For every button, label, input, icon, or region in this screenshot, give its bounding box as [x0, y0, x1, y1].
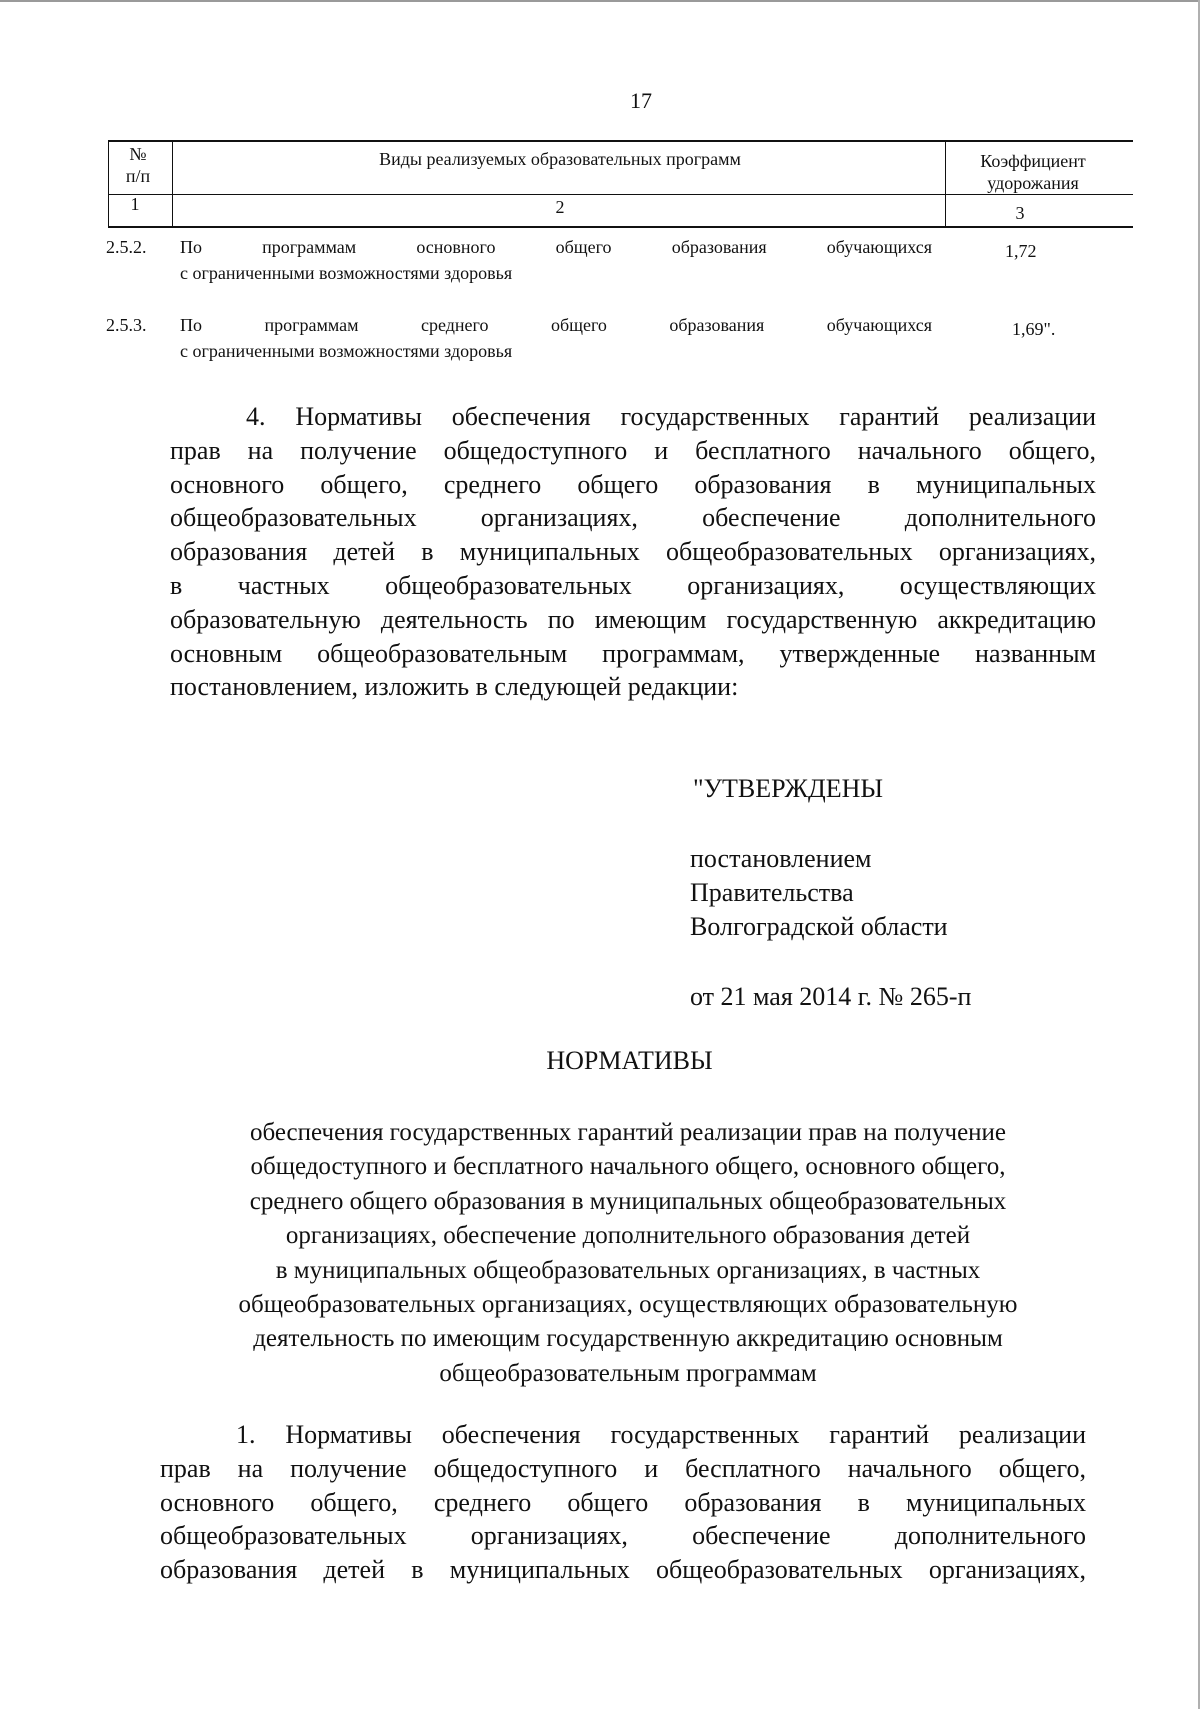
row-text-line1: По программам основного общего образования обучающихся [180, 237, 932, 257]
header-program-kinds: Виды реализуемых образовательных программ [379, 149, 741, 169]
column-number-2: 2 [555, 197, 565, 217]
table-number-row-separator [108, 226, 1133, 228]
approval-date: от 21 мая 2014 г. № 265-п [690, 982, 972, 1011]
subtitle-line: в муниципальных общеобразовательных организациях, в частных [275, 1256, 981, 1284]
paragraph-line: прав на получение общедоступного и бесплатного начального общего, [170, 435, 1096, 465]
paragraph-line: образования детей в муниципальных общеобразовательных организациях, [170, 537, 1096, 567]
column-number-1: 1 [130, 194, 140, 214]
subtitle-line: деятельность по имеющим государственную аккредитацию основным [253, 1325, 1003, 1353]
row-text-line2: с ограниченными возможностями здоровья [180, 263, 513, 283]
paragraph-line: прав на получение общедоступного и бесплатного начального общего, [160, 1453, 1086, 1483]
row-text-line1: По программам среднего общего образования обучающихся [180, 315, 932, 335]
table-col-divider-1 [172, 140, 173, 228]
header-number [108, 143, 168, 187]
column-number-3: 3 [1015, 203, 1025, 223]
header-number-line1: № [129, 144, 147, 164]
approval-heading: "УТВЕРЖДЕНЫ [693, 774, 884, 803]
header-coefficient-line2: удорожания [987, 173, 1079, 193]
paragraph-line: 1. Нормативы обеспечения государственных гарантий реализации [236, 1420, 1086, 1449]
paragraph-line: общеобразовательных организациях, обеспечение дополнительного [170, 503, 1096, 533]
header-coefficient [948, 150, 1118, 194]
table-col-divider-2 [945, 140, 946, 228]
paragraph-line: основным общеобразовательным программам, утвержденные названным [170, 638, 1096, 668]
paragraph-line: основного общего, среднего общего образования в муниципальных [170, 469, 1096, 499]
page-number: 17 [630, 88, 652, 113]
approval-line-2: Правительства [690, 878, 854, 907]
paragraph-line: основного общего, среднего общего образования в муниципальных [160, 1487, 1086, 1517]
row-coefficient: 1,72 [1005, 241, 1037, 261]
row-id: 2.5.2. [106, 237, 147, 257]
row-text [180, 234, 932, 286]
paragraph-line: образования детей в муниципальных общеобразовательных организациях, [160, 1555, 1086, 1585]
paragraph-line: в частных общеобразовательных организациях, осуществляющих [170, 570, 1096, 600]
table-header-separator [108, 194, 1133, 195]
subtitle-line: общеобразовательных организациях, осуществляющих образовательную [238, 1291, 1018, 1319]
paragraph-4 [170, 400, 1096, 704]
row-coefficient: 1,69". [1012, 319, 1056, 339]
paragraph-1 [160, 1418, 1086, 1587]
subtitle-line: организациях, обеспечение дополнительного образования детей [285, 1222, 971, 1250]
header-coefficient-line1: Коэффициент [980, 151, 1086, 171]
subtitle-line: обеспечения государственных гарантий реализации прав на получение [249, 1119, 1007, 1146]
page-top-edge [0, 0, 1200, 2]
table-top-border [108, 140, 1133, 142]
header-number-line2: п/п [125, 166, 151, 186]
paragraph-line: общеобразовательных организациях, обеспечение дополнительного [160, 1521, 1086, 1551]
document-subtitle [160, 1116, 1096, 1391]
subtitle-line: общедоступного и бесплатного начального общего, основного общего, [250, 1153, 1006, 1181]
approval-line-1: постановлением [690, 844, 872, 873]
paragraph-line: 4. Нормативы обеспечения государственных гарантий реализации [246, 402, 1096, 431]
row-text-line2: с ограниченными возможностями здоровья [180, 341, 513, 361]
row-text [180, 312, 932, 364]
paragraph-line: постановлением, изложить в следующей редакции: [170, 672, 739, 702]
paragraph-line: образовательную деятельность по имеющим государственную аккредитацию [170, 604, 1096, 634]
row-id: 2.5.3. [106, 315, 147, 335]
approval-line-3: Волгоградской области [690, 912, 948, 941]
document-title: НОРМАТИВЫ [546, 1046, 713, 1075]
subtitle-line: общеобразовательным программам [439, 1359, 817, 1387]
subtitle-line: среднего общего образования в муниципальных общеобразовательных [249, 1187, 1007, 1215]
